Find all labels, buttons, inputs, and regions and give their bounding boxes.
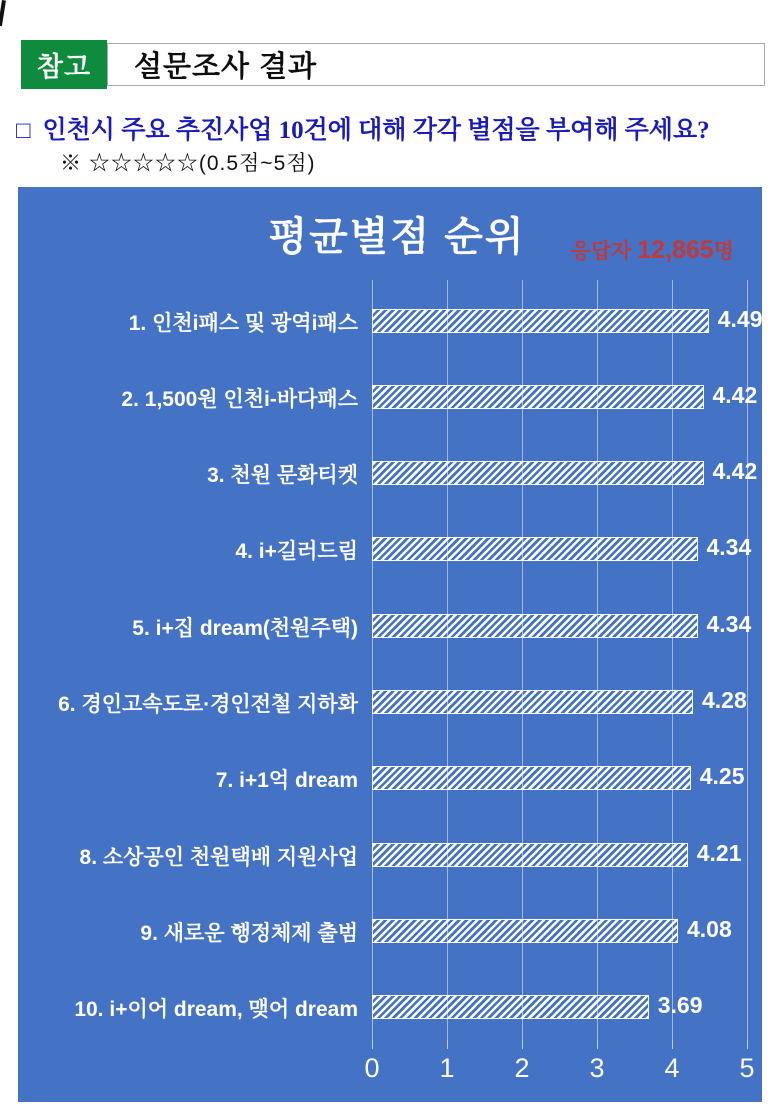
axis-tick <box>522 1040 523 1049</box>
bar-value-label: 4.49 <box>717 305 763 332</box>
axis-tick <box>672 1040 673 1049</box>
axis-tick-label: 0 <box>364 1053 380 1083</box>
survey-question-line <box>16 110 776 146</box>
plot-area <box>18 187 762 1102</box>
bar <box>372 537 698 561</box>
bar <box>372 843 688 867</box>
bar <box>372 461 704 485</box>
bar-category-label: 3. 천원 문화티켓 <box>207 464 358 488</box>
section-title: 설문조사 결과 <box>134 51 318 83</box>
checkbox-square-icon: □ <box>16 118 31 144</box>
question-text: 인천시 주요 추진사업 10건에 대해 각각 별점을 부여해 주세요? <box>42 117 710 144</box>
bar <box>372 919 678 943</box>
reference-badge: 참고 <box>21 40 107 89</box>
bar <box>372 614 698 638</box>
bar-value-label: 4.25 <box>699 763 745 790</box>
chart-title: 평균별점 순위 <box>268 215 526 259</box>
axis-tick-label: 3 <box>589 1053 605 1083</box>
bar-category-label: 1. 인천i패스 및 광역i패스 <box>128 311 358 335</box>
axis-tick <box>447 1040 448 1049</box>
axis-tick-label: 4 <box>664 1053 680 1083</box>
axis-tick <box>597 1040 598 1049</box>
bar-value-label: 4.42 <box>712 381 758 408</box>
bar-value-label: 4.34 <box>706 534 752 561</box>
axis-tick-label: 2 <box>514 1053 530 1083</box>
bar-value-label: 4.42 <box>712 458 758 485</box>
average-rating-bar-chart <box>18 187 762 1102</box>
bar-value-label: 4.34 <box>706 610 752 637</box>
bar <box>372 766 691 790</box>
bar-value-label: 4.21 <box>696 839 742 866</box>
axis-tick <box>372 1040 373 1049</box>
corner-mark <box>0 0 6 26</box>
bar-category-label: 9. 새로운 행정체제 출범 <box>140 921 358 945</box>
bar-category-label: 6. 경인고속도로·경인전철 지하화 <box>58 693 358 716</box>
axis-tick <box>747 1040 748 1049</box>
respondents-label: 응답자 <box>570 240 638 263</box>
bar <box>372 385 704 409</box>
question-rating-note: ※ ☆☆☆☆☆(0.5점~5점) <box>60 152 316 175</box>
bar <box>372 995 649 1019</box>
bar-category-label: 8. 소상공인 천원택배 지원사업 <box>79 845 358 869</box>
section-title-box <box>107 43 765 86</box>
bar-value-label: 4.08 <box>687 915 732 942</box>
respondents-unit: 명 <box>713 240 734 263</box>
bar-category-label: 10. i+이어 dream, 맺어 dream <box>74 998 358 1022</box>
bar-category-label: 4. i+길러드림 <box>235 540 358 564</box>
bar-value-label: 3.69 <box>657 992 703 1019</box>
bar-value-label: 4.28 <box>702 687 747 713</box>
axis-tick-label: 1 <box>439 1053 455 1083</box>
bar-category-label: 5. i+집 dream(천원주택) <box>132 616 358 640</box>
bar-category-label: 2. 1,500원 인천i-바다패스 <box>121 387 358 411</box>
bar <box>372 309 709 333</box>
respondents-count: 12,865 <box>637 236 714 264</box>
axis-tick-label: 5 <box>739 1053 755 1083</box>
bar <box>372 690 693 714</box>
bar-category-label: 7. i+1억 dream <box>215 769 358 793</box>
